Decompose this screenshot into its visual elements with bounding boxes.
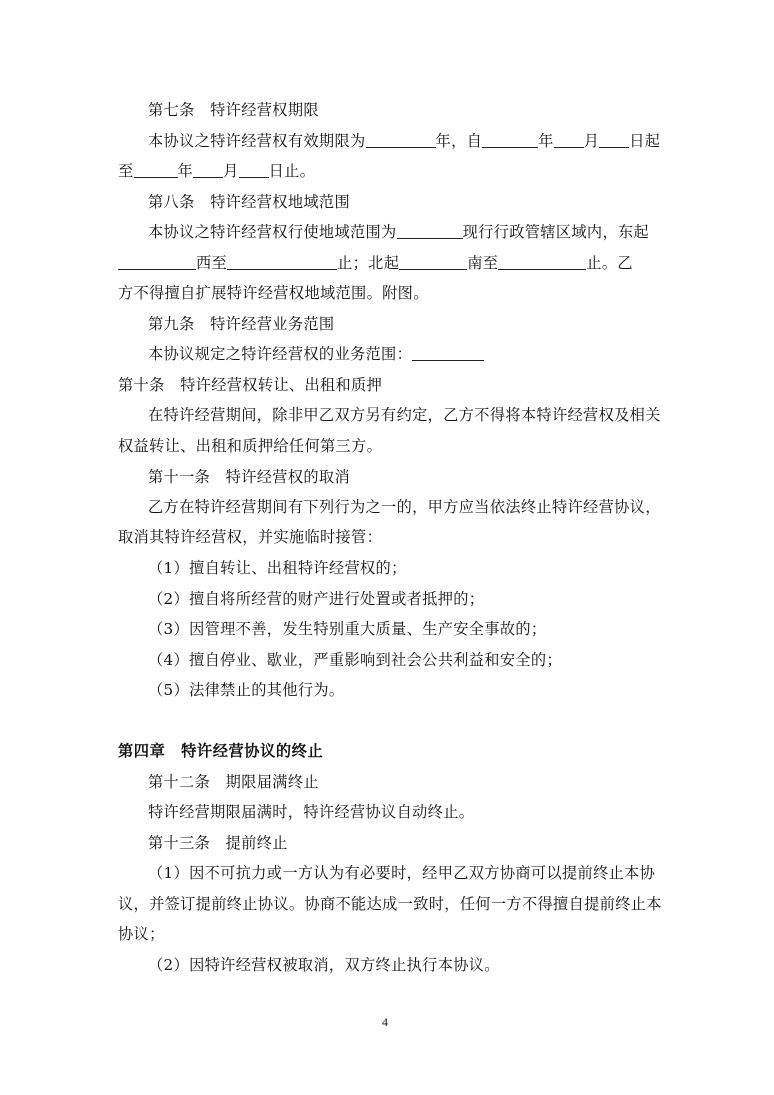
blank-field <box>599 132 629 148</box>
article-8-line-2 <box>118 253 633 273</box>
article-12-heading: 第十二条 期限届满终止 <box>148 773 319 791</box>
page-number: 4 <box>382 1015 388 1029</box>
blank-field <box>227 254 337 270</box>
text: 止。乙 <box>586 254 633 272</box>
article-10-heading: 第十条 特许经营权转让、出租和质押 <box>118 376 383 394</box>
list-item: （2）擅自将所经营的财产进行处置或者抵押的； <box>148 590 485 608</box>
blank-field <box>482 132 538 148</box>
text: 本协议之特许经营权有效期限为 <box>148 132 366 150</box>
article-9-heading: 第九条 特许经营业务范围 <box>148 315 335 333</box>
blank-field <box>412 345 484 361</box>
article-7-line-1 <box>148 131 660 151</box>
list-item: （1）擅自转让、出租特许经营权的； <box>148 559 407 577</box>
blank-field <box>366 132 436 148</box>
text: 现行行政管辖区域内，东起 <box>462 223 650 241</box>
chapter-4-heading: 第四章 特许经营协议的终止 <box>118 742 324 760</box>
text: 月 <box>583 132 600 150</box>
blank-field <box>134 162 178 178</box>
list-item: （5）法律禁止的其他行为。 <box>148 681 345 699</box>
blank-field <box>399 254 467 270</box>
article-8-line-3: 方不得擅自扩展特许经营权地域范围。附图。 <box>118 284 429 302</box>
article-13-p1-line-1: （1）因不可抗力或一方认为有必要时，经甲乙双方协商可以提前终止本协 <box>148 864 656 882</box>
text: 日起 <box>629 132 661 150</box>
article-11-line-2: 取消其特许经营权，并实施临时接管： <box>118 528 383 546</box>
text: 西至 <box>196 254 228 272</box>
text: 本协议规定之特许经营权的业务范围： <box>148 345 413 363</box>
article-8-line-1 <box>148 222 649 242</box>
article-8-heading: 第八条 特许经营权地域范围 <box>148 193 350 211</box>
text: 止；北起 <box>337 254 400 272</box>
article-12-line-1: 特许经营期限届满时，特许经营协议自动终止。 <box>148 803 475 821</box>
blank-field <box>239 162 269 178</box>
article-7-line-2 <box>118 161 315 181</box>
article-9-line-1 <box>148 344 484 364</box>
article-11-line-1: 乙方在特许经营期间有下列行为之一的，甲方应当依法终止特许经营协议， <box>148 498 661 516</box>
list-item: （4）擅自停业、歇业，严重影响到社会公共利益和安全的； <box>148 651 562 669</box>
list-item: （3）因管理不善，发生特别重大质量、生产安全事故的； <box>148 620 547 638</box>
text: 年 <box>177 162 194 180</box>
text: 日止。 <box>268 162 316 180</box>
text: 南至 <box>467 254 499 272</box>
blank-field <box>118 254 196 270</box>
article-10-line-1: 在特许经营期间，除非甲乙双方另有约定，乙方不得将本特许经营权及相关 <box>148 406 661 424</box>
article-13-p2: （2）因特许经营权被取消，双方终止执行本协议。 <box>148 956 500 974</box>
text: 本协议之特许经营权行使地域范围为 <box>148 223 397 241</box>
text: 至 <box>118 162 134 180</box>
article-13-p1-line-3: 协议； <box>118 925 165 943</box>
article-7-heading: 第七条 特许经营权期限 <box>148 101 319 119</box>
text: 年，自 <box>435 132 483 150</box>
article-13-heading: 第十三条 提前终止 <box>148 834 288 852</box>
blank-field <box>193 162 223 178</box>
blank-field <box>554 132 584 148</box>
article-10-line-2: 权益转让、出租和质押给任何第三方。 <box>118 437 383 455</box>
text: 年 <box>538 132 554 150</box>
article-13-p1-line-2: 议，并签订提前终止协议。协商不能达成一致时，任何一方不得擅自提前终止本 <box>118 895 662 913</box>
text: 月 <box>223 162 239 180</box>
blank-field <box>498 254 586 270</box>
blank-field <box>397 223 463 239</box>
article-11-heading: 第十一条 特许经营权的取消 <box>148 468 350 486</box>
